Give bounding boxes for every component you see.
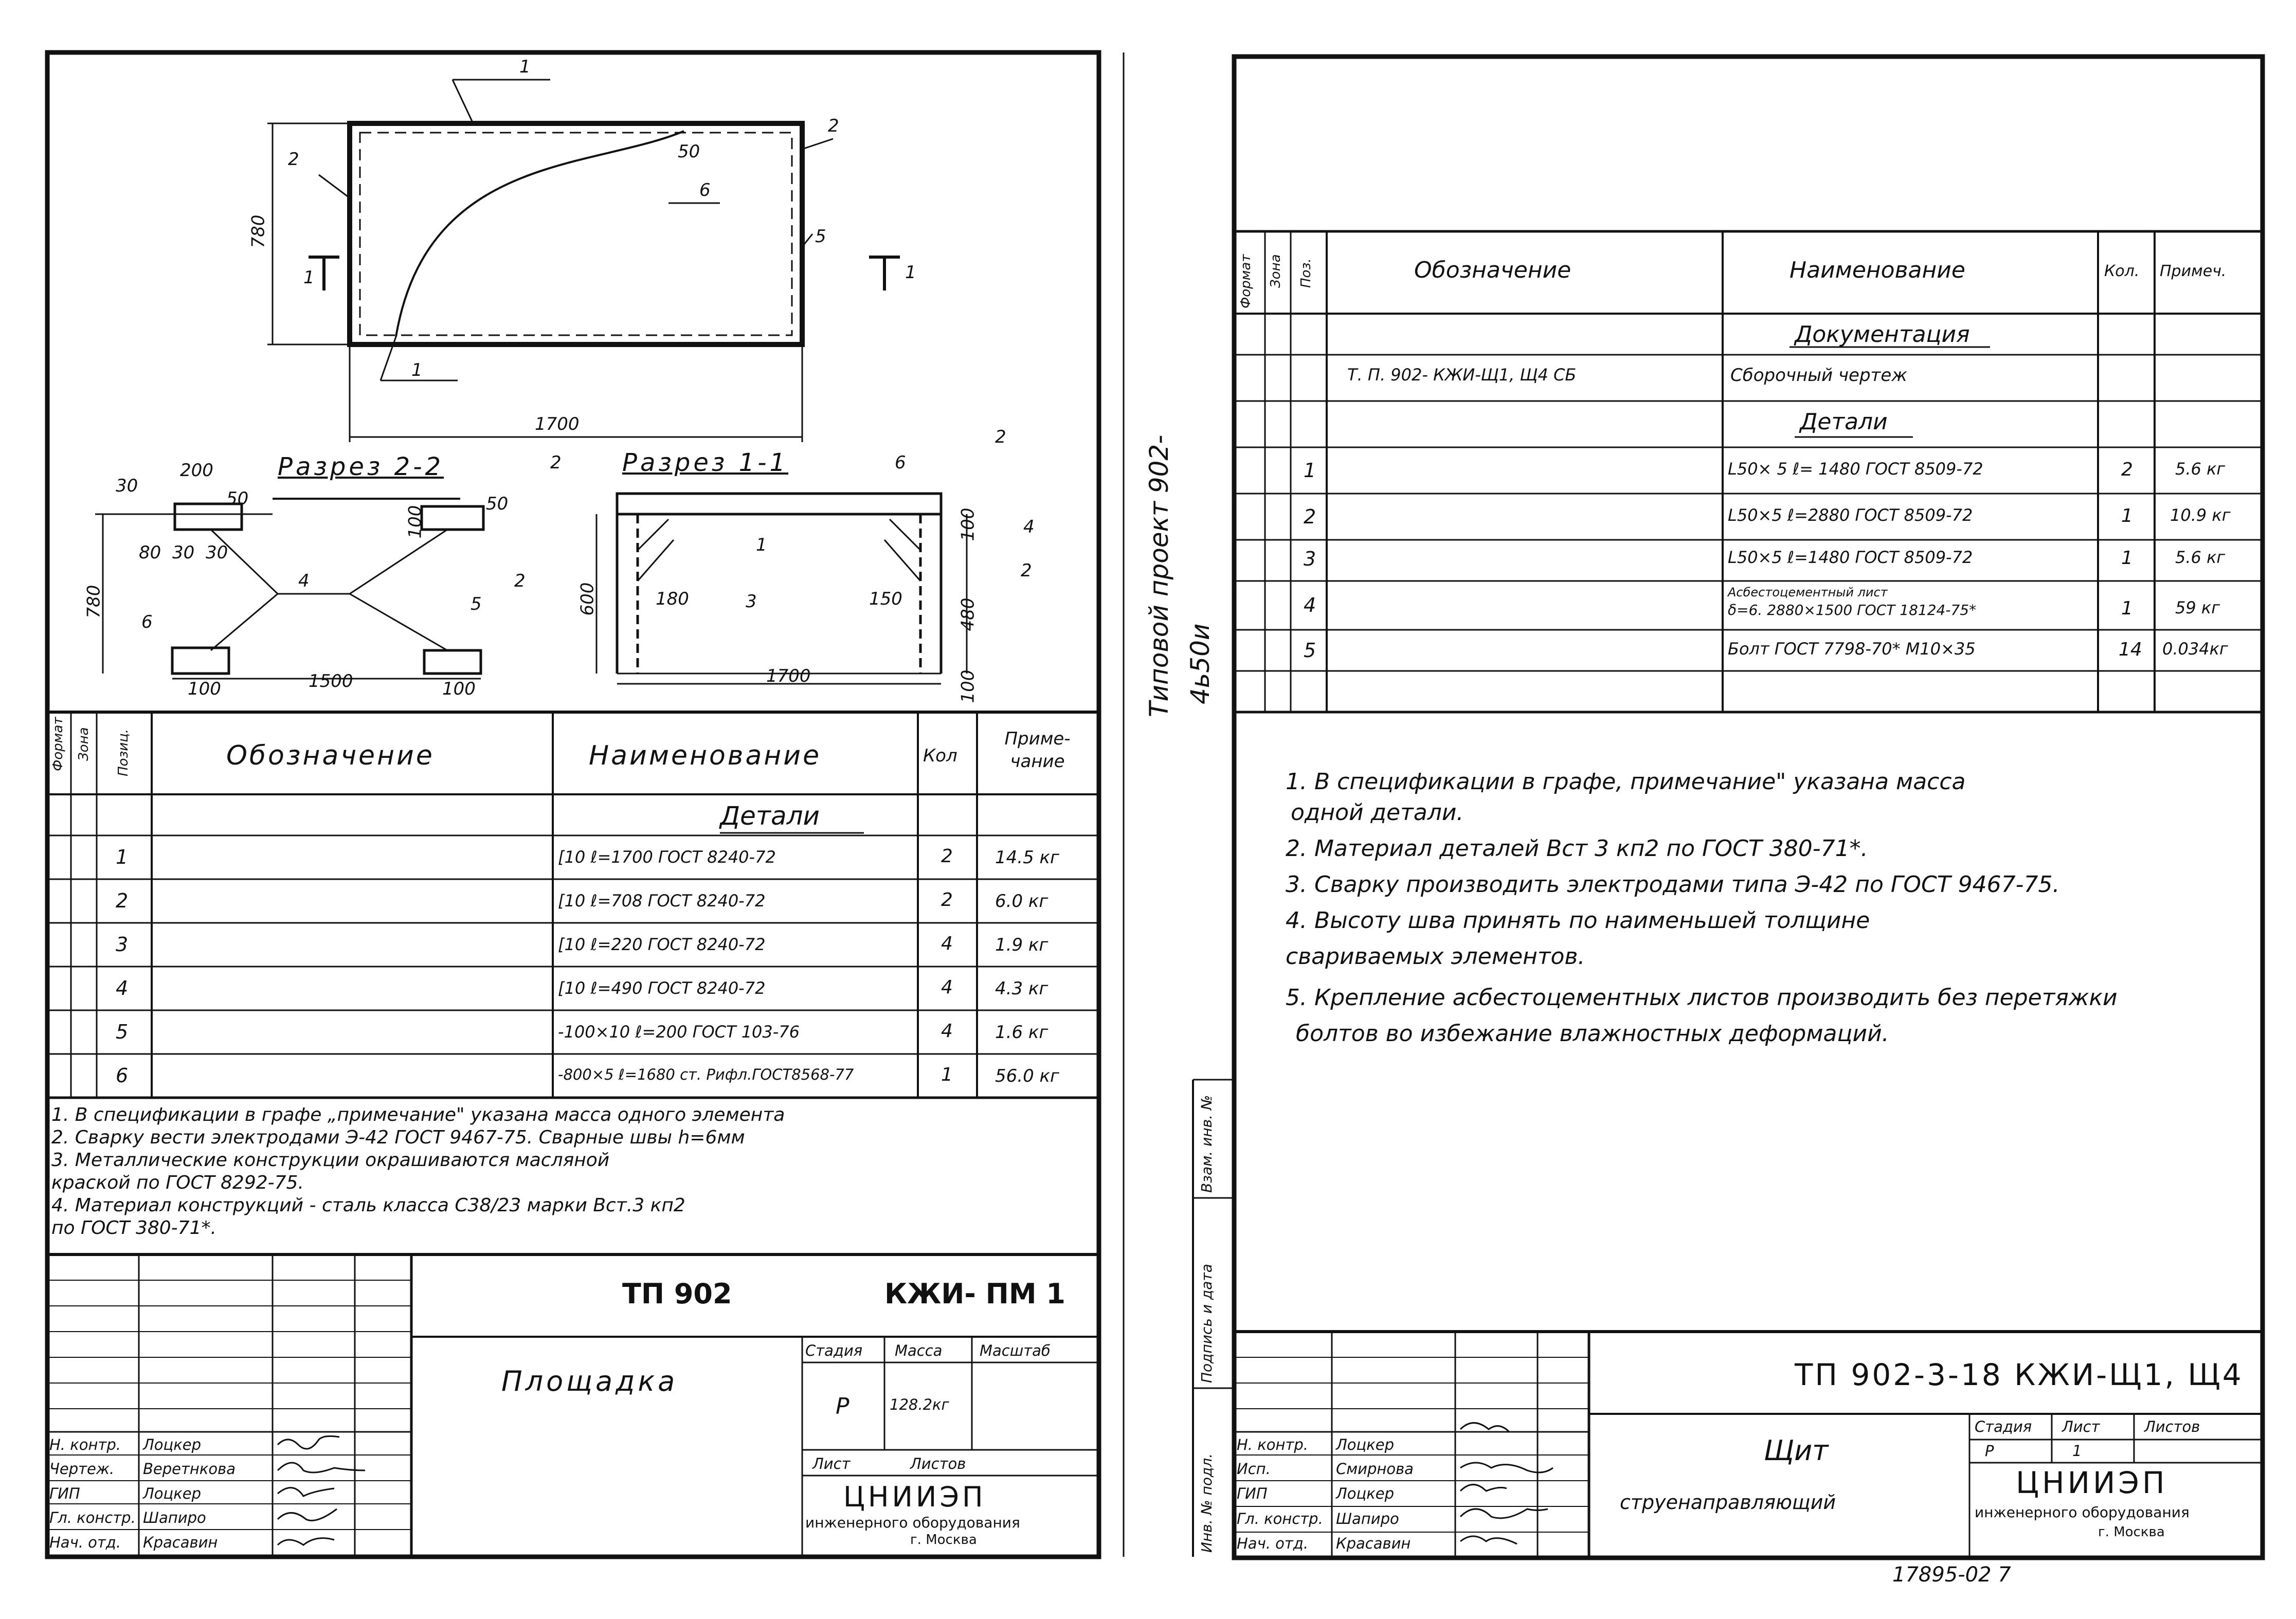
left-header-name: Наименование — [589, 740, 822, 771]
project-vertical-title: Типовой проект 902- — [1144, 434, 1174, 717]
left-spec-pos: 3 — [116, 933, 129, 956]
right-spec-note: 59 кг — [2175, 598, 2220, 617]
right-section-parts: Детали — [1800, 409, 1888, 435]
plan-width-dim: 1700 — [535, 414, 580, 434]
right-header-pos: Поз. — [1298, 258, 1314, 288]
s22-dim: 80 — [139, 542, 161, 563]
section-1-1-title: Разрез 1-1 — [622, 448, 789, 477]
right-note: 3. Сварку производить электродами типа Э-42 по ГОСТ 9467-75. — [1286, 871, 2060, 898]
s11-dim: 180 — [656, 589, 689, 609]
s22-dim: 50 — [486, 494, 509, 514]
s11-dim: 1700 — [766, 666, 811, 686]
right-doc-designation: Т. П. 902- КЖИ-Щ1, Щ4 СБ — [1347, 365, 1577, 385]
right-spec-pos: 5 — [1304, 639, 1316, 662]
right-spec-qty: 14 — [2119, 639, 2142, 660]
side-label-sign: Подпись и дата — [1198, 1264, 1215, 1383]
left-spec-name: [10 ℓ=708 ГОСТ 8240-72 — [558, 891, 766, 911]
s22-dim: 100 — [442, 679, 476, 699]
right-stamp-role: Н. контр. — [1237, 1436, 1308, 1453]
left-stamp-mass-label: Масса — [895, 1342, 943, 1359]
right-stamp-person: Смирнова — [1336, 1460, 1414, 1478]
left-stamp-role: Гл. констр. — [49, 1509, 136, 1526]
left-header-designation: Обозначение — [226, 740, 435, 771]
s11-dim: 480 — [957, 597, 979, 631]
left-stamp-sheets-label: Листов — [910, 1455, 966, 1472]
left-spec-note: 1.6 кг — [995, 1022, 1048, 1043]
left-stamp-person: Шапиро — [143, 1509, 206, 1526]
s22-callout: 5 — [471, 594, 482, 614]
s11-dim: 150 — [869, 589, 902, 609]
left-stamp-code: ТП 902 — [622, 1278, 732, 1310]
s11-dim: 100 — [957, 669, 979, 703]
left-stamp-city: г. Москва — [910, 1532, 977, 1548]
left-stamp-role: ГИП — [49, 1485, 80, 1502]
s11-callout: 2 — [514, 571, 526, 591]
plan-callout: 2 — [828, 116, 839, 136]
right-spec-name: L50×5 ℓ=2880 ГОСТ 8509-72 — [1728, 505, 1973, 525]
left-stamp-person: Лоцкер — [143, 1436, 202, 1453]
right-note: 5. Крепление асбестоцементных листов производить без перетяжки — [1286, 985, 2118, 1011]
s11-callout: 1 — [756, 535, 767, 555]
right-header-designation: Обозначение — [1414, 257, 1571, 283]
left-stamp-stage-label: Стадия — [805, 1342, 863, 1359]
right-spec-pos: 3 — [1304, 548, 1316, 570]
right-stamp-sheets-label: Листов — [2144, 1418, 2200, 1435]
right-spec-note: 5.6 кг — [2175, 548, 2226, 567]
plan-callout: 5 — [815, 226, 826, 247]
right-stamp-person: Лоцкер — [1336, 1436, 1395, 1453]
s22-dim: 30 — [206, 542, 228, 563]
right-spec-pos: 4 — [1304, 594, 1316, 616]
right-header-name: Наименование — [1789, 257, 1965, 283]
right-stamp-stage: Р — [1985, 1442, 1994, 1460]
side-label-replace: Взам. инв. № — [1198, 1095, 1215, 1193]
s22-callout: 6 — [141, 612, 153, 632]
s22-dim: 100 — [188, 679, 221, 699]
footer-number: 17895-02 7 — [1892, 1563, 2011, 1587]
left-stamp-stage: Р — [836, 1393, 849, 1420]
right-spec-qty: 1 — [2121, 505, 2133, 526]
right-stamp-city: г. Москва — [2098, 1524, 2165, 1540]
right-stamp-stage-label: Стадия — [1975, 1418, 2032, 1435]
left-stamp-org-sub: инженерного оборудования — [805, 1514, 1020, 1531]
s22-dim: 100 — [405, 505, 426, 539]
left-spec-name: -800×5 ℓ=1680 ст. Рифл.ГОСТ8568-77 — [558, 1066, 854, 1083]
right-stamp-name: Щит — [1764, 1434, 1829, 1467]
plan-callout: 6 — [699, 180, 711, 201]
plan-callout: 1 — [411, 360, 423, 380]
right-spec-name: L50×5 ℓ=1480 ГОСТ 8509-72 — [1728, 548, 1973, 567]
section-mark: 1 — [303, 267, 315, 288]
s22-dim: 780 — [83, 585, 104, 619]
left-stamp-mark: КЖИ- ПМ 1 — [884, 1278, 1065, 1310]
left-stamp-role: Н. контр. — [49, 1436, 121, 1453]
left-spec-qty: 2 — [941, 846, 953, 867]
s11-dim: 600 — [577, 582, 598, 616]
left-spec-qty: 4 — [941, 1021, 953, 1042]
left-spec-name: -100×10 ℓ=200 ГОСТ 103-76 — [558, 1022, 800, 1042]
left-spec-note: 1.9 кг — [995, 935, 1048, 955]
left-stamp-person: Веретнкова — [143, 1460, 236, 1478]
side-label-inv: Инв. № подл. — [1198, 1453, 1215, 1553]
left-spec-note: 6.0 кг — [995, 891, 1048, 912]
right-stamp-person: Лоцкер — [1336, 1485, 1395, 1502]
right-spec-note: 5.6 кг — [2175, 459, 2226, 479]
right-spec-name: L50× 5 ℓ= 1480 ГОСТ 8509-72 — [1728, 459, 1983, 479]
s11-callout: 2 — [995, 427, 1006, 447]
s11-callout: 2 — [1021, 560, 1032, 581]
s22-dim: 1500 — [309, 671, 353, 692]
right-spec-name: Асбестоцементный лист — [1728, 585, 1888, 599]
left-header-pos: Позиц. — [116, 729, 131, 776]
right-stamp-org-sub: инженерного оборудования — [1975, 1504, 2190, 1521]
left-stamp-sheet-label: Лист — [812, 1455, 851, 1472]
right-stamp-role: Нач. отд. — [1237, 1535, 1309, 1552]
left-spec-qty: 2 — [941, 889, 953, 911]
left-spec-name: [10 ℓ=490 ГОСТ 8240-72 — [558, 978, 766, 998]
right-note: 1. В спецификации в графе, примечание" указана масса — [1286, 769, 1966, 795]
right-spec-qty: 1 — [2121, 548, 2133, 569]
left-header-qty: Кол — [923, 745, 957, 766]
right-header-format: Формат — [1238, 254, 1254, 308]
left-header-zone: Зона — [76, 727, 92, 761]
left-spec-pos: 5 — [116, 1021, 129, 1043]
right-section-docs: Документация — [1795, 321, 1970, 348]
project-vertical-code: 4ь50и — [1185, 623, 1215, 704]
left-note: краской по ГОСТ 8292-75. — [51, 1172, 304, 1193]
left-spec-pos: 6 — [116, 1064, 129, 1087]
right-stamp-sheet: 1 — [2072, 1442, 2082, 1460]
left-note: 4. Материал конструкций - сталь класса С38/23 марки Вст.3 кп2 — [51, 1195, 685, 1216]
left-stamp-person: Красавин — [143, 1534, 218, 1551]
right-spec-name: Болт ГОСТ 7798-70* М10×35 — [1728, 639, 1976, 659]
s22-callout: 4 — [298, 571, 310, 591]
right-spec-qty: 2 — [2121, 459, 2133, 480]
right-spec-note: 0.034кг — [2162, 639, 2228, 659]
right-spec-pos: 1 — [1304, 459, 1316, 482]
left-note: 3. Металлические конструкции окрашиваются масляной — [51, 1150, 610, 1171]
plan-callout: 1 — [519, 57, 531, 77]
left-stamp-mass: 128.2кг — [890, 1396, 949, 1413]
left-spec-qty: 4 — [941, 977, 953, 998]
left-spec-qty: 1 — [941, 1064, 953, 1085]
right-spec-pos: 2 — [1304, 505, 1316, 528]
left-header-note: Приме-чание — [1004, 729, 1071, 772]
plan-height-dim: 780 — [248, 214, 269, 248]
right-spec-note: 10.9 кг — [2170, 505, 2231, 525]
left-spec-note: 56.0 кг — [995, 1066, 1059, 1086]
s11-callout: 6 — [895, 452, 906, 473]
right-stamp-person: Шапиро — [1336, 1510, 1399, 1527]
right-spec-name: δ=6. 2880×1500 ГОСТ 18124-75* — [1728, 602, 1977, 619]
left-spec-name: [10 ℓ=1700 ГОСТ 8240-72 — [558, 847, 776, 867]
left-stamp-org: ЦНИИЭП — [843, 1481, 986, 1513]
right-stamp-role: Исп. — [1237, 1460, 1271, 1478]
left-spec-name: [10 ℓ=220 ГОСТ 8240-72 — [558, 935, 766, 954]
left-stamp-role: Нач. отд. — [49, 1534, 121, 1551]
left-spec-note: 14.5 кг — [995, 847, 1059, 868]
right-stamp-role: ГИП — [1237, 1485, 1268, 1502]
left-spec-note: 4.3 кг — [995, 978, 1048, 999]
s11-dim: 100 — [957, 507, 979, 541]
s22-dim: 30 — [116, 476, 138, 496]
right-note: болтов во избежание влажностных деформаций. — [1296, 1021, 1889, 1047]
s11-callout: 3 — [746, 591, 757, 612]
right-stamp-org: ЦНИИЭП — [2016, 1465, 2168, 1500]
right-doc-name: Сборочный чертеж — [1730, 365, 1907, 386]
s11-callout: 4 — [1023, 517, 1035, 537]
plan-callout: 2 — [288, 149, 299, 170]
plan-inner — [360, 133, 792, 335]
left-header-format: Формат — [50, 717, 66, 771]
left-spec-pos: 2 — [116, 889, 129, 912]
left-stamp-scale-label: Масштаб — [980, 1342, 1051, 1359]
left-spec-pos: 1 — [116, 846, 129, 868]
right-note: 2. Материал деталей Вст 3 кп2 по ГОСТ 380-71*. — [1286, 835, 1868, 862]
right-stamp-role: Гл. констр. — [1237, 1510, 1323, 1527]
left-stamp-name: Площадка — [501, 1365, 678, 1397]
right-header-note: Примеч. — [2160, 262, 2227, 280]
s22-dim: 200 — [180, 460, 213, 481]
right-stamp-person: Красавин — [1336, 1535, 1411, 1552]
section-2-2-title: Разрез 2-2 — [278, 452, 444, 481]
left-spec-pos: 4 — [116, 977, 129, 999]
s22-dim: 30 — [172, 542, 195, 563]
plan-outer — [350, 123, 802, 344]
plan-corner-dim: 50 — [678, 141, 700, 162]
right-header-zone: Зона — [1268, 254, 1283, 288]
right-spec-qty: 1 — [2121, 598, 2133, 619]
left-stamp-person: Лоцкер — [143, 1485, 202, 1502]
right-stamp-name-sub: струенаправляющий — [1620, 1491, 1836, 1514]
right-header-qty: Кол. — [2104, 262, 2140, 280]
right-stamp-code: ТП 902-3-18 КЖИ-Щ1, Щ4 — [1795, 1357, 2244, 1392]
section-mark: 1 — [905, 262, 916, 283]
plan-curve — [396, 131, 684, 337]
left-spec-section: Детали — [720, 801, 820, 831]
left-note: по ГОСТ 380-71*. — [51, 1217, 216, 1239]
left-note: 2. Сварку вести электродами Э-42 ГОСТ 9467-75. Сварные швы h=6мм — [51, 1127, 745, 1148]
right-stamp-sheet-label: Лист — [2062, 1418, 2100, 1435]
s22-dim: 50 — [226, 488, 249, 509]
s11-callout: 2 — [550, 452, 562, 473]
left-stamp-role: Чертеж. — [49, 1460, 115, 1478]
right-note: одной детали. — [1291, 799, 1464, 826]
left-spec-qty: 4 — [941, 933, 953, 954]
right-note: свариваемых элементов. — [1286, 943, 1585, 970]
left-note: 1. В спецификации в графе „примечание" указана масса одного элемента — [51, 1104, 785, 1125]
right-note: 4. Высоту шва принять по наименьшей толщине — [1286, 907, 1870, 934]
